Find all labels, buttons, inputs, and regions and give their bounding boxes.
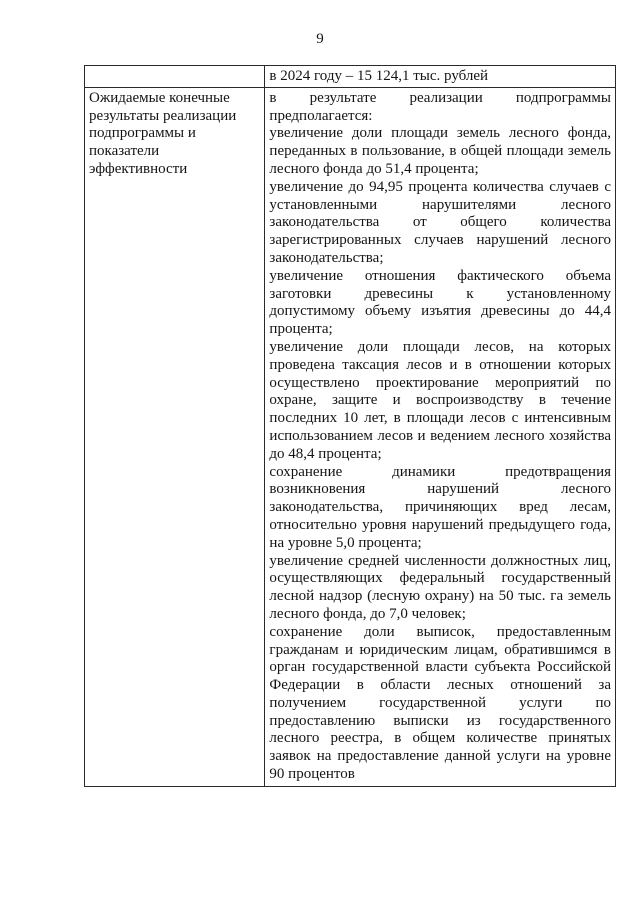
result-item-violation-prevention: сохранение динамики предотвращения возникновения нарушений лесного законодательства, причиняющих вред лесам, относительно уровня нарушений предыдущего года, на уровне 5,0 процента;	[269, 463, 611, 551]
result-item-harvest-ratio: увеличение отношения фактического объема заготовки древесины к установленному допустимому объему изъятия древесины до 44,4 процента;	[269, 267, 611, 338]
continuation-text: в 2024 году – 15 124,1 тыс. рублей	[269, 68, 489, 84]
results-cell	[265, 87, 616, 786]
empty-label-cell	[85, 66, 265, 88]
continuation-cell	[265, 66, 616, 88]
result-item-officials: увеличение средней численности должностных лиц, осуществляющих федеральный государственный лесной надзор (лесную охрану) на 50 тыс. га земель лесного фонда, до 7,0 человек;	[269, 552, 611, 622]
page-number: 9	[316, 31, 324, 47]
results-intro: в результате реализации подпрограммы предполагается:	[269, 89, 611, 124]
table-row-continuation	[85, 66, 616, 88]
result-item-violators: увеличение до 94,95 процента количества случаев с установленными нарушителями лесного законодательства от общего количества зарегистрированных случаев нарушений лесного законодательства;	[269, 178, 611, 266]
subprogram-table	[84, 65, 616, 787]
row-label-cell	[85, 87, 265, 786]
table-row-expected-results	[85, 87, 616, 786]
result-item-extracts: сохранение доли выписок, предоставленным гражданам и юридическим лицам, обратившимся в орган государственной власти субъекта Российской Федерации в области лесных отношений за получением государственной услуги по предоставлению выписки из государственного лесного реестра, в общем количестве принятых заявок на предоставление данной услуги на уровне 90 процентов	[269, 623, 611, 783]
row-label: Ожидаемые конечные результаты реализации подпрограммы и показатели эффективности	[89, 89, 237, 177]
result-item-taxation: увеличение доли площади лесов, на которых проведена таксация лесов и в отношении которых осуществлено проектирование мероприятий по охране, защите и воспроизводству в течение последних 10 лет, в площади лесов с интенсивным использованием лесов и ведением лесного хозяйства до 48,4 процента;	[269, 338, 611, 462]
result-item-land-share: увеличение доли площади земель лесного фонда, переданных в пользование, в общей площади земель лесного фонда до 51,4 процента;	[269, 125, 611, 177]
